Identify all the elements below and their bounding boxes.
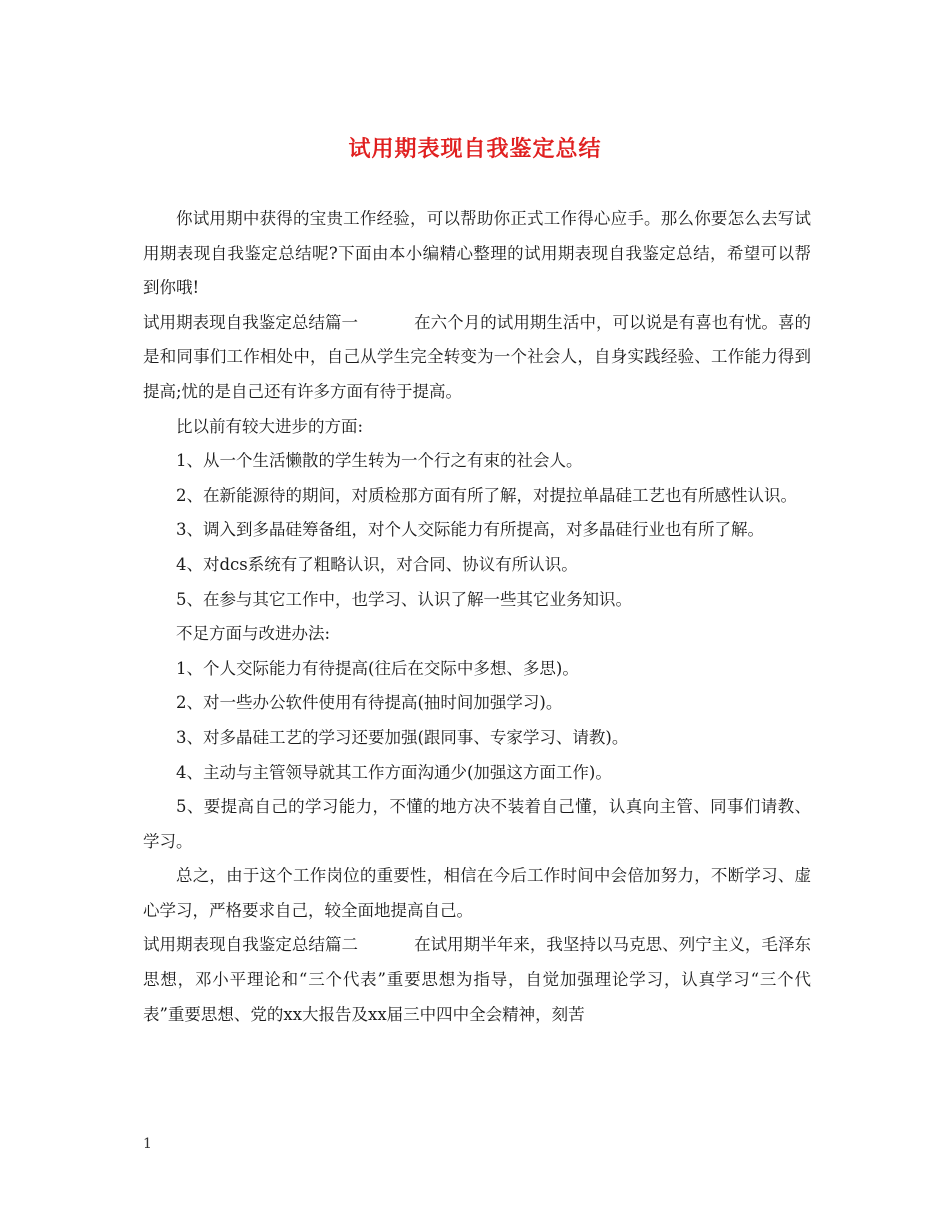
section1-text: 在六个月的试用期生活中，可以说是有喜也有忧。喜的是和同事们工作相处中，自己从学生完全转变为一个社会人，自身实践经验、工作能力得到提高;忧的是自己还有许多方面有待于提高。 (143, 312, 812, 401)
progress-item: 2、在新能源待的期间，对质检那方面有所了解，对提拉单晶硅工艺也有所感性认识。 (176, 485, 797, 505)
shortcoming-item: 1、个人交际能力有待提高(往后在交际中多想、多思)。 (176, 658, 579, 678)
progress-item: 1、从一个生活懒散的学生转为一个行之有束的社会人。 (176, 451, 583, 471)
progress-item: 3、调入到多晶硅筹备组，对个人交际能力有所提高，对多晶硅行业也有所了解。 (176, 520, 764, 540)
shortcomings-heading: 不足方面与改进办法: (176, 624, 331, 644)
document-title: 试用期表现自我鉴定总结 (348, 137, 602, 162)
section2-paragraph (143, 928, 811, 1032)
document-body (143, 202, 811, 1032)
progress-item: 4、对dcs系统有了粗略认识，对合同、协议有所认识。 (176, 554, 578, 574)
page-number: 1 (143, 1136, 152, 1152)
intro-paragraph: 你试用期中获得的宝贵工作经验，可以帮助你正式工作得心应手。那么你要怎么去写试用期表现自我鉴定总结呢?下面由本小编精心整理的试用期表现自我鉴定总结，希望可以帮到你哦! (143, 209, 811, 298)
section1-paragraph (143, 306, 811, 410)
shortcoming-item: 4、主动与主管领导就其工作方面沟通少(加强这方面工作)。 (176, 762, 612, 782)
section2-heading: 试用期表现自我鉴定总结篇二 (143, 935, 359, 955)
shortcoming-item: 2、对一些办公软件使用有待提高(抽时间加强学习)。 (176, 693, 563, 713)
section1-heading: 试用期表现自我鉴定总结篇一 (143, 312, 359, 332)
section2-text: 在试用期半年来，我坚持以马克思、列宁主义，毛泽东思想，邓小平理论和“三个代表”重要思想为指导，自觉加强理论学习，认真学习“三个代表”重要思想、党的xx大报告及xx届三中四中全会精神，刻苦 (143, 935, 812, 1024)
conclusion-paragraph: 总之，由于这个工作岗位的重要性，相信在今后工作时间中会倍加努力，不断学习、虚心学习，严格要求自己，较全面地提高自己。 (143, 866, 811, 920)
progress-item: 5、在参与其它工作中，也学习、认识了解一些其它业务知识。 (176, 589, 632, 609)
progress-heading: 比以前有较大进步的方面: (176, 416, 364, 436)
shortcoming-item: 3、对多晶硅工艺的学习还要加强(跟同事、专家学习、请教)。 (176, 727, 629, 747)
shortcoming-item: 5、要提高自己的学习能力，不懂的地方决不装着自己懂，认真向主管、同事们请教、学习。 (143, 797, 811, 851)
